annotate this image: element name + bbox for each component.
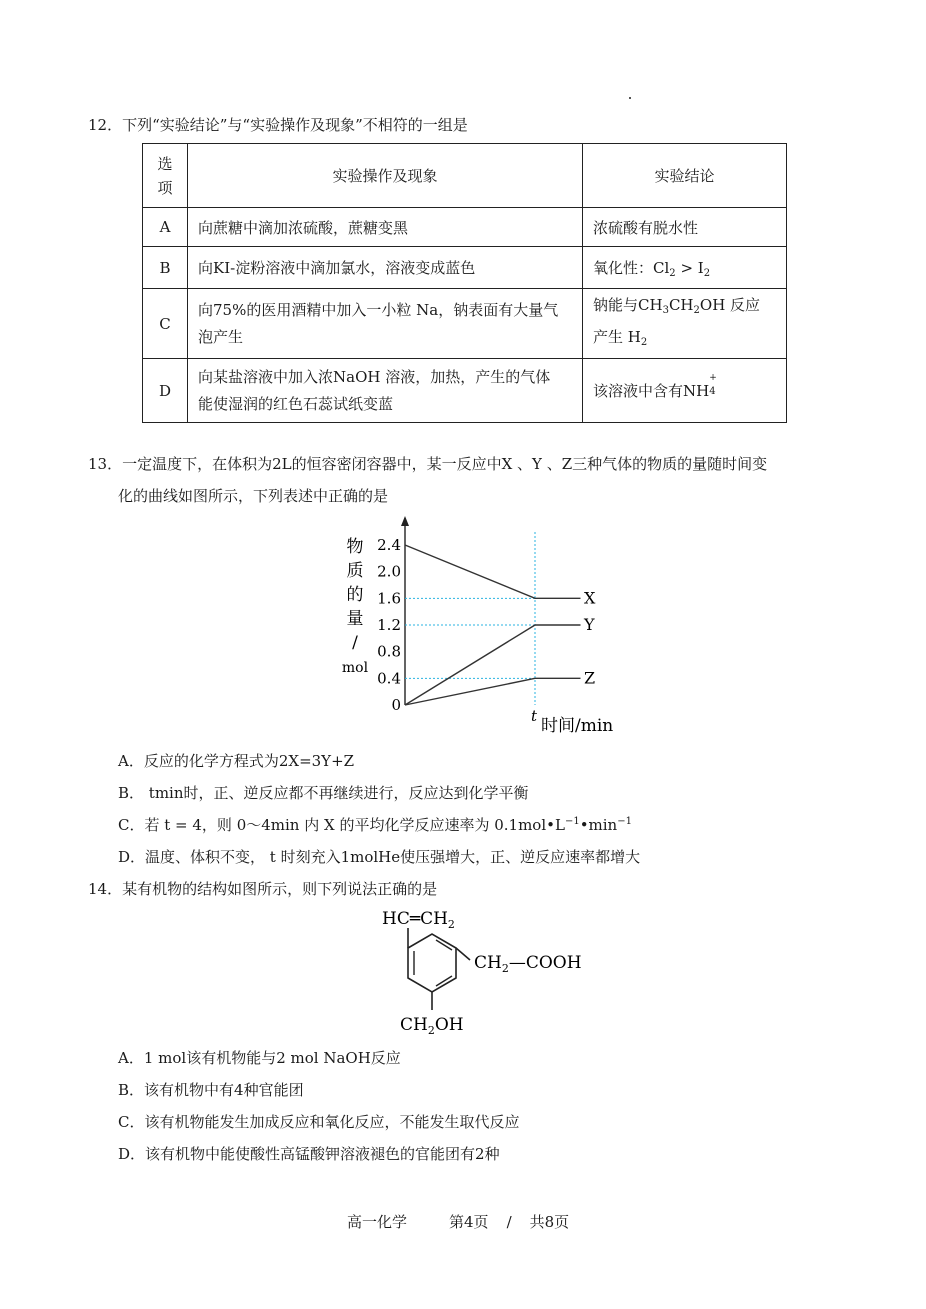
- q14-stem: 14．某有机物的结构如图所示，则下列说法正确的是: [88, 880, 438, 898]
- series-label-Y: Y: [584, 615, 595, 634]
- text: 3Y+Z: [311, 752, 355, 770]
- header-option-line2: 项: [157, 178, 173, 197]
- subscript: 3: [662, 304, 669, 316]
- text: 泡产生: [198, 327, 244, 346]
- series-label-X: X: [584, 588, 596, 608]
- q13-stem-line2: 化的曲线如图所示，下列表述中正确的是: [118, 487, 389, 505]
- row-option: D: [143, 359, 188, 423]
- vinyl-text: HC═CH: [382, 909, 448, 929]
- formula: OH: [699, 295, 726, 314]
- text: 的医用酒精中加入一小粒: [246, 300, 412, 319]
- row-conclusion: [583, 289, 787, 359]
- y-tick-label: 0.8: [377, 642, 401, 661]
- row-operation: [188, 359, 583, 423]
- y-axis-label-char: 的: [346, 585, 364, 605]
- text: 能使湿润的红色石蕊试纸变蓝: [198, 394, 394, 413]
- text: 向: [198, 300, 214, 319]
- q12-stem: 12．下列“实验结论”与“实验操作及现象”不相符的一组是: [88, 116, 468, 134]
- subscript: 2: [501, 962, 509, 975]
- line-chart: [335, 510, 635, 740]
- formula: H: [627, 327, 641, 346]
- formula: NaOH: [333, 367, 381, 386]
- footer-separator: /: [506, 1213, 512, 1231]
- text: A．反应的化学方程式为2X: [118, 752, 300, 770]
- footer-total: 共8页: [529, 1213, 570, 1231]
- series-label-Z: Z: [584, 668, 596, 688]
- text: •min: [579, 816, 618, 834]
- row-option: B: [143, 247, 188, 289]
- formula: CH: [668, 295, 694, 314]
- equals-sign: =: [299, 752, 312, 770]
- superscript: −1: [564, 816, 580, 827]
- benzene-ring: [408, 934, 456, 992]
- text: 75%: [213, 300, 247, 319]
- chart-axes: [401, 516, 409, 705]
- formula: NH: [683, 382, 710, 400]
- subscript: 2: [427, 1024, 435, 1037]
- footer-subject: 高一化学: [347, 1213, 408, 1231]
- header-operation: 实验操作及现象: [188, 144, 583, 208]
- ch-text: CH: [400, 1015, 428, 1035]
- series-line-X: [405, 545, 581, 598]
- series-line-Z: [405, 678, 581, 705]
- speck: [629, 97, 631, 99]
- q13-option-c: [118, 814, 632, 835]
- text: 溶液，加热，产生的气体: [385, 367, 551, 386]
- hydroxymethyl-group: [400, 1015, 464, 1037]
- row-option: A: [143, 208, 188, 247]
- structure-diagram: [370, 902, 590, 1042]
- q13-option-d: D．温度、体积不变， t 时刻充入1molHe使压强增大，正、逆反应速率都增大: [118, 848, 641, 866]
- formula: Na: [416, 300, 439, 319]
- guide-lines: [405, 532, 535, 705]
- superscript: +: [709, 373, 717, 383]
- text: 钠能与: [593, 295, 639, 314]
- bond-to-side-chain: [456, 948, 470, 960]
- subscript: 2: [669, 267, 676, 279]
- text: 氧化性：: [593, 258, 654, 277]
- text: ，钠表面有大量气: [438, 300, 559, 319]
- formula: Cl: [653, 258, 670, 277]
- series-labels: [583, 588, 596, 687]
- x-axis-labels: [531, 707, 613, 736]
- x-tick-label: t: [531, 707, 538, 725]
- formula: CH: [638, 295, 663, 314]
- cooh-text: —COOH: [508, 953, 582, 973]
- header-option: [143, 144, 188, 208]
- ch-text: CH: [474, 953, 502, 973]
- y-axis-label-char: 物: [346, 537, 364, 557]
- table-header-row: [143, 144, 787, 208]
- subscript: 2: [640, 336, 648, 348]
- y-axis-arrow: [401, 516, 409, 526]
- series-line-Y: [405, 625, 581, 705]
- y-axis-label-char: 质: [346, 561, 364, 581]
- header-option-line1: 选: [157, 154, 173, 173]
- formula: > I: [675, 258, 704, 277]
- table-row: [143, 247, 787, 289]
- y-tick-label: 0: [391, 696, 401, 714]
- q14-option-a: A．1 mol该有机物能与2 mol NaOH反应: [118, 1049, 401, 1067]
- x-axis-label: 时间/min: [541, 716, 614, 736]
- text: 向某盐溶液中加入浓: [198, 367, 334, 386]
- superscript: −1: [617, 816, 632, 827]
- subscript: 2: [447, 918, 455, 931]
- table-row: [143, 208, 787, 247]
- y-tick-label: 0.4: [377, 669, 401, 688]
- text: 该溶液中含有: [593, 382, 684, 400]
- row-operation: 向蔗糖中滴加浓硫酸，蔗糖变黑: [188, 208, 583, 247]
- row-operation: [188, 247, 583, 289]
- subscript: 4: [709, 386, 716, 397]
- y-tick-label: 2.4: [377, 536, 401, 554]
- text: -淀粉溶液中滴加氯水，溶液变成蓝色: [230, 259, 476, 277]
- q14-option-d: D．该有机物中能使酸性高锰酸钾溶液褪色的官能团有2种: [118, 1145, 500, 1163]
- row-operation: [188, 289, 583, 359]
- text: 产生: [593, 327, 624, 346]
- series-lines: [405, 545, 581, 705]
- y-axis-label-char: mol: [341, 660, 369, 676]
- table-row: [143, 289, 787, 359]
- y-tick-label: 2.0: [377, 562, 401, 581]
- row-conclusion: [583, 247, 787, 289]
- side-chain-group: [474, 953, 582, 975]
- oh-text: OH: [434, 1015, 464, 1035]
- y-axis-label-char: 量: [346, 609, 364, 629]
- text: 反应: [725, 295, 761, 314]
- header-conclusion: 实验结论: [583, 144, 787, 208]
- q14-option-b: B．该有机物中有4种官能团: [118, 1081, 304, 1099]
- ion-scripts: [709, 373, 717, 397]
- formula-ki: KI: [213, 259, 231, 277]
- subscript: 2: [693, 304, 700, 316]
- row-conclusion: 浓硫酸有脱水性: [583, 208, 787, 247]
- q13-stem-line1: 13．一定温度下，在体积为2L的恒容密闭容器中，某一反应中X 、Y 、Z三种气体的物质的量随时间变: [88, 455, 768, 473]
- y-ticks: [377, 536, 401, 714]
- q14-option-c: C．该有机物能发生加成反应和氧化反应，不能发生取代反应: [118, 1113, 520, 1131]
- page-footer: [347, 1211, 569, 1232]
- q13-option-b: B． tmin时，正、逆反应都不再继续进行，反应达到化学平衡: [118, 784, 529, 802]
- row-option: C: [143, 289, 188, 359]
- y-tick-label: 1.2: [377, 616, 401, 634]
- y-axis-label-char: /: [352, 633, 358, 653]
- y-tick-label: 1.6: [377, 589, 401, 608]
- row-conclusion: [583, 359, 787, 423]
- experiment-table: [142, 143, 787, 423]
- text: 向: [198, 259, 214, 277]
- footer-page: 第4页: [449, 1213, 489, 1231]
- vinyl-group: [382, 909, 455, 931]
- table-row: [143, 359, 787, 423]
- y-axis-label: [342, 537, 369, 676]
- subscript: 2: [703, 267, 711, 279]
- q13-option-a: [118, 750, 354, 771]
- text: C．若 t = 4，则 0～4min 内 X 的平均化学反应速率为 0.1mol•L: [118, 816, 565, 834]
